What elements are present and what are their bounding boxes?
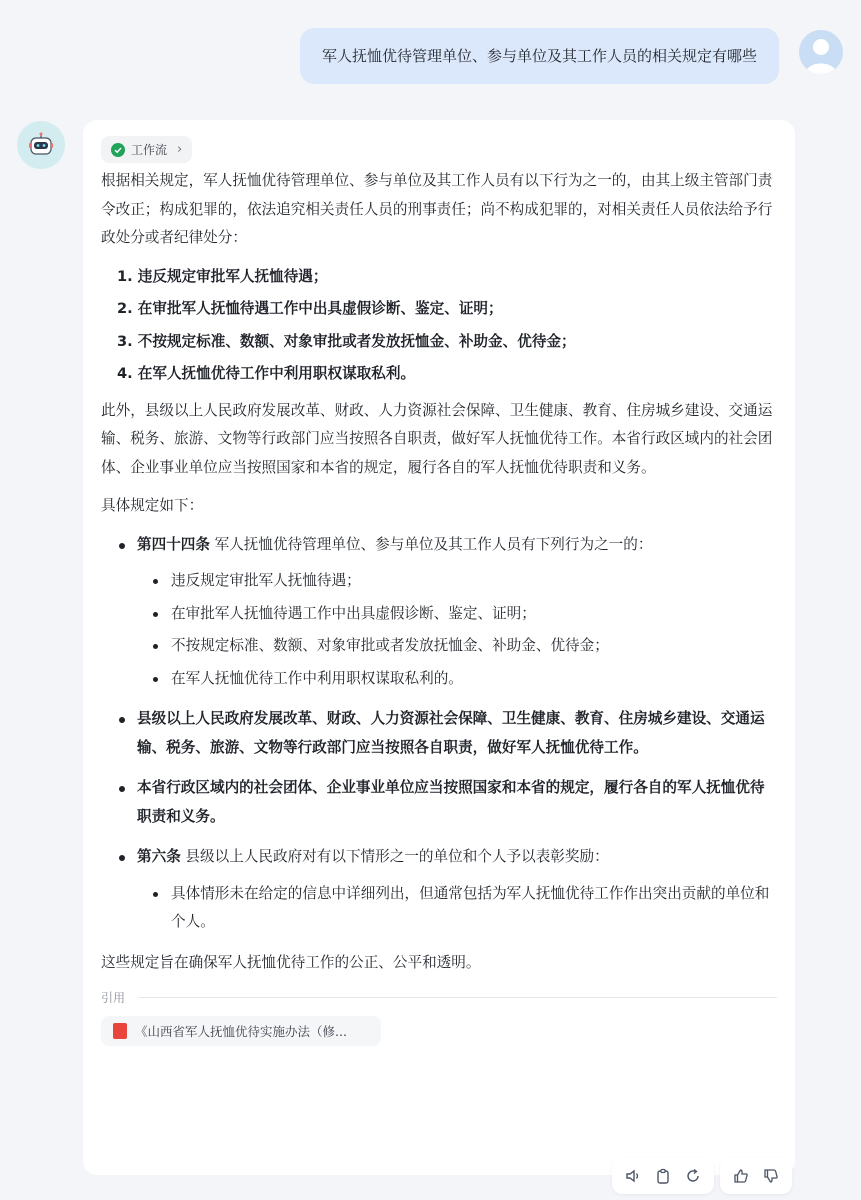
thumbs-down-icon <box>762 1167 780 1185</box>
pdf-icon <box>113 1023 127 1039</box>
regenerate-button[interactable] <box>678 1161 708 1191</box>
sub-list <box>137 880 777 937</box>
list-item: 2. 在审批军人抚恤待遇工作中出具虚假诊断、鉴定、证明； <box>117 300 503 317</box>
list-item: 1. 违反规定审批军人抚恤待遇； <box>117 267 328 285</box>
workflow-label: 工作流 <box>131 143 168 157</box>
user-avatar-icon <box>799 30 843 74</box>
speaker-icon <box>624 1167 642 1185</box>
provision-list <box>101 531 777 937</box>
conclusion-paragraph: 这些规定旨在确保军人抚恤优待工作的公正、公平和透明。 <box>101 953 481 971</box>
sub-item: 不按规定标准、数额、对象审批或者发放抚恤金、补助金、优待金； <box>151 632 777 661</box>
answer-content <box>101 167 777 977</box>
sub-item: 在审批军人抚恤待遇工作中出具虚假诊断、鉴定、证明； <box>151 600 777 629</box>
sub-item: 在军人抚恤优待工作中利用职权谋取私利的。 <box>151 665 777 694</box>
reference-label: 引用 <box>101 991 126 1005</box>
article-text: 军人抚恤优待管理单位、参与单位及其工作人员有下列行为之一的： <box>209 535 653 553</box>
reference-section <box>101 989 777 1006</box>
copy-icon <box>654 1167 672 1185</box>
user-message-row <box>300 28 843 84</box>
provision-text: 县级以上人民政府发展改革、财政、人力资源社会保障、卫生健康、教育、住房城乡建设、交通运输、税务、旅游、文物等行政部门应当按照各自职责，做好军人抚恤优待工作。 <box>137 710 765 756</box>
workflow-toggle[interactable] <box>101 136 192 163</box>
list-item: 3. 不按规定标准、数额、对象审批或者发放抚恤金、补助金、优待金； <box>117 332 576 350</box>
robot-icon <box>26 130 56 160</box>
copy-button[interactable] <box>648 1161 678 1191</box>
sub-list <box>137 567 777 693</box>
user-avatar <box>799 30 843 74</box>
list-item: 4. 在军人抚恤优待工作中利用职权谋取私利。 <box>117 365 416 382</box>
provision-text: 本省行政区域内的社会团体、企业事业单位应当按照国家和本省的规定，履行各自的军人抚恤优待职责和义务。 <box>137 779 765 825</box>
provision-item <box>117 843 777 937</box>
article-title: 第四十四条 <box>137 535 210 553</box>
regenerate-icon <box>684 1167 702 1185</box>
reference-document-link[interactable] <box>101 1016 381 1046</box>
violation-list <box>101 263 777 389</box>
provision-item <box>117 531 777 694</box>
sub-item: 具体情形未在给定的信息中详细列出，但通常包括为军人抚恤优待工作作出突出贡献的单位和个人。 <box>151 880 777 937</box>
thumbs-up-icon <box>732 1167 750 1185</box>
provision-item <box>117 705 777 762</box>
article-text: 县级以上人民政府对有以下情形之一的单位和个人予以表彰奖励： <box>180 848 609 865</box>
intro-paragraph: 根据相关规定，军人抚恤优待管理单位、参与单位及其工作人员有以下行为之一的，由其上级主管部门责令改正；构成犯罪的，依法追究相关责任人员的刑事责任；尚不构成犯罪的，对相关责任人员依法给予行政处分或者纪律处分： <box>101 172 773 246</box>
thumbs-up-button[interactable] <box>726 1161 756 1191</box>
bot-avatar <box>17 121 65 169</box>
message-actions <box>612 1158 792 1194</box>
speaker-button[interactable] <box>618 1161 648 1191</box>
additional-paragraph: 此外，县级以上人民政府发展改革、财政、人力资源社会保障、卫生健康、教育、住房城乡建设、交通运输、税务、旅游、文物等行政部门应当按照各自职责，做好军人抚恤优待工作。本省行政区域内的社会团体、企业事业单位应当按照国家和本省的规定，履行各自的军人抚恤优待职责和义务。 <box>101 401 773 476</box>
provision-item <box>117 774 777 831</box>
bot-answer-card <box>83 120 795 1175</box>
user-message-bubble: 军人抚恤优待管理单位、参与单位及其工作人员的相关规定有哪些 <box>300 28 779 84</box>
check-circle-icon <box>111 143 125 157</box>
thumbs-down-button[interactable] <box>756 1161 786 1191</box>
details-heading: 具体规定如下： <box>101 497 204 514</box>
article-title: 第六条 <box>137 848 181 865</box>
chevron-right-icon: › <box>177 142 183 157</box>
reference-document-title: 《山西省军人抚恤优待实施办法（修... <box>135 1024 347 1039</box>
reference-divider <box>139 997 777 998</box>
action-group-feedback <box>720 1158 792 1194</box>
sub-item: 违反规定审批军人抚恤待遇； <box>151 567 777 596</box>
action-group-main <box>612 1158 714 1194</box>
